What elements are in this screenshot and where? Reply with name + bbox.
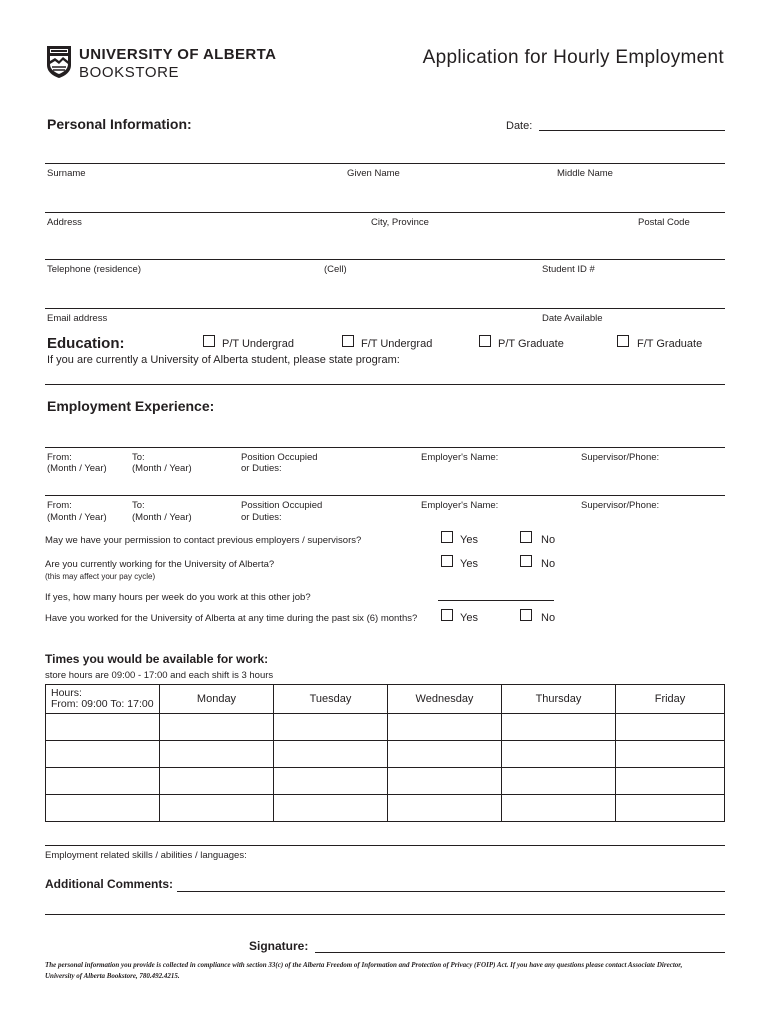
availability-cell[interactable] — [160, 795, 274, 822]
comments-field-line-2[interactable] — [45, 914, 725, 915]
permission-yes-label: Yes — [460, 534, 478, 546]
email-label: Email address — [47, 313, 108, 324]
availability-cell[interactable] — [160, 768, 274, 795]
privacy-footer-line-2: University of Alberta Bookstore, 780.492.4215. — [45, 972, 180, 980]
day-thursday: Thursday — [502, 685, 616, 714]
hours-label: Hours: — [51, 687, 82, 699]
skills-label: Employment related skills / abilities / languages: — [45, 850, 247, 861]
emp1-from-sub-label: (Month / Year) — [47, 463, 107, 474]
emp2-to-label: To: — [132, 500, 145, 511]
availability-cell[interactable] — [46, 741, 160, 768]
hours-range: From: 09:00 To: 17:00 — [51, 698, 154, 710]
availability-row — [46, 741, 725, 768]
student-id-label: Student ID # — [542, 264, 595, 275]
emp2-supervisor-label: Supervisor/Phone: — [581, 500, 660, 511]
cell-label: (Cell) — [324, 264, 347, 275]
emp2-from-sub-label: (Month / Year) — [47, 512, 107, 523]
postal-code-label: Postal Code — [638, 217, 690, 228]
permission-yes-checkbox[interactable] — [441, 531, 453, 543]
pay-cycle-note: (this may affect your pay cycle) — [45, 572, 156, 581]
availability-cell[interactable] — [388, 714, 502, 741]
signature-label: Signature: — [249, 939, 309, 953]
availability-cell[interactable] — [388, 741, 502, 768]
availability-heading: Times you would be available for work: — [45, 652, 269, 666]
logo-university-name: UNIVERSITY OF ALBERTA — [79, 46, 277, 63]
emp2-from-label: From: — [47, 500, 72, 511]
currently-working-question: Are you currently working for the University of Alberta? — [45, 559, 275, 570]
day-friday: Friday — [616, 685, 725, 714]
currently-working-yes-label: Yes — [460, 558, 478, 570]
availability-cell[interactable] — [388, 768, 502, 795]
emp1-position-label: Position Occupied — [241, 452, 318, 463]
currently-working-no-checkbox[interactable] — [520, 555, 532, 567]
availability-cell[interactable] — [502, 768, 616, 795]
privacy-footer-line-1: The personal information you provide is collected in compliance with section 33(c) of the Alberta Freedom of Information and Protection of Privacy (FOIP) Act. If you have any questions please contact Associate Director, — [45, 961, 683, 969]
emp2-to-sub-label: (Month / Year) — [132, 512, 192, 523]
program-field-line[interactable] — [45, 384, 725, 385]
date-field-line[interactable] — [539, 130, 725, 131]
ft-undergrad-label: F/T Undergrad — [361, 338, 433, 350]
date-available-label: Date Available — [542, 313, 603, 324]
availability-cell[interactable] — [616, 768, 725, 795]
availability-cell[interactable] — [274, 741, 388, 768]
privacy-footer — [45, 960, 735, 982]
currently-working-no-label: No — [541, 558, 556, 570]
pt-graduate-checkbox[interactable] — [479, 335, 491, 347]
availability-cell[interactable] — [160, 741, 274, 768]
pt-graduate-label: P/T Graduate — [498, 338, 564, 350]
telephone-row-line[interactable] — [45, 259, 725, 260]
emp2-position-sub-label: or Duties: — [241, 512, 282, 523]
surname-label: Surname — [47, 168, 86, 179]
permission-no-label: No — [541, 534, 556, 546]
emp1-supervisor-label: Supervisor/Phone: — [581, 452, 660, 463]
hours-header-cell — [46, 685, 160, 714]
university-crest-icon — [46, 45, 72, 79]
availability-cell[interactable] — [160, 714, 274, 741]
given-name-label: Given Name — [347, 168, 400, 179]
city-province-label: City, Province — [371, 217, 429, 228]
emp1-to-label: To: — [132, 452, 145, 463]
emp1-from-label: From: — [47, 452, 72, 463]
emp1-position-sub-label: or Duties: — [241, 463, 282, 474]
employment-row-2-line[interactable] — [45, 495, 725, 496]
worked-past-yes-checkbox[interactable] — [441, 609, 453, 621]
comments-field-line-1[interactable] — [177, 891, 725, 892]
availability-cell[interactable] — [502, 795, 616, 822]
ft-graduate-label: F/T Graduate — [637, 338, 703, 350]
store-hours-note: store hours are 09:00 - 17:00 and each shift is 3 hours — [45, 670, 274, 681]
day-tuesday: Tuesday — [274, 685, 388, 714]
availability-cell[interactable] — [502, 714, 616, 741]
form-title: Application for Hourly Employment — [422, 47, 724, 68]
availability-cell[interactable] — [616, 795, 725, 822]
availability-table — [45, 684, 725, 822]
hours-other-job-question: If yes, how many hours per week do you work at this other job? — [45, 592, 311, 603]
personal-info-heading: Personal Information: — [47, 116, 192, 132]
middle-name-label: Middle Name — [557, 168, 613, 179]
emp1-employer-label: Employer's Name: — [421, 452, 499, 463]
availability-row — [46, 795, 725, 822]
ft-undergrad-checkbox[interactable] — [342, 335, 354, 347]
ft-graduate-checkbox[interactable] — [617, 335, 629, 347]
worked-past-no-checkbox[interactable] — [520, 609, 532, 621]
currently-working-yes-checkbox[interactable] — [441, 555, 453, 567]
hours-other-job-field-line[interactable] — [438, 600, 554, 601]
permission-question: May we have your permission to contact previous employers / supervisors? — [45, 535, 362, 546]
emp2-position-label: Possition Occupied — [241, 500, 323, 511]
logo-bookstore-name: BOOKSTORE — [79, 64, 180, 81]
email-row-line[interactable] — [45, 308, 725, 309]
pt-undergrad-checkbox[interactable] — [203, 335, 215, 347]
permission-no-checkbox[interactable] — [520, 531, 532, 543]
availability-row — [46, 714, 725, 741]
telephone-label: Telephone (residence) — [47, 264, 142, 275]
pt-undergrad-label: P/T Undergrad — [222, 338, 294, 350]
availability-cell[interactable] — [388, 795, 502, 822]
education-heading: Education: — [47, 335, 125, 352]
day-monday: Monday — [160, 685, 274, 714]
emp1-to-sub-label: (Month / Year) — [132, 463, 192, 474]
name-row-line[interactable] — [45, 163, 725, 164]
availability-cell[interactable] — [274, 768, 388, 795]
availability-cell[interactable] — [274, 714, 388, 741]
address-row-line[interactable] — [45, 212, 725, 213]
availability-cell[interactable] — [616, 714, 725, 741]
additional-comments-label: Additional Comments: — [45, 877, 173, 891]
worked-past-no-label: No — [541, 612, 556, 624]
availability-cell[interactable] — [274, 795, 388, 822]
availability-header-row — [46, 685, 725, 714]
worked-past-yes-label: Yes — [460, 612, 478, 624]
day-wednesday: Wednesday — [388, 685, 502, 714]
skills-field-line[interactable] — [45, 845, 725, 846]
signature-field-line[interactable] — [315, 952, 725, 953]
emp2-employer-label: Employer's Name: — [421, 500, 499, 511]
availability-row — [46, 768, 725, 795]
availability-cell[interactable] — [502, 741, 616, 768]
availability-cell[interactable] — [46, 768, 160, 795]
availability-cell[interactable] — [46, 714, 160, 741]
employment-heading: Employment Experience: — [47, 398, 215, 414]
date-label: Date: — [506, 120, 533, 132]
availability-cell[interactable] — [46, 795, 160, 822]
address-label: Address — [47, 217, 82, 228]
program-prompt: If you are currently a University of Alberta student, please state program: — [47, 354, 400, 366]
availability-cell[interactable] — [616, 741, 725, 768]
employment-row-1-line[interactable] — [45, 447, 725, 448]
worked-past-question: Have you worked for the University of Alberta at any time during the past six (6) months? — [45, 613, 418, 624]
